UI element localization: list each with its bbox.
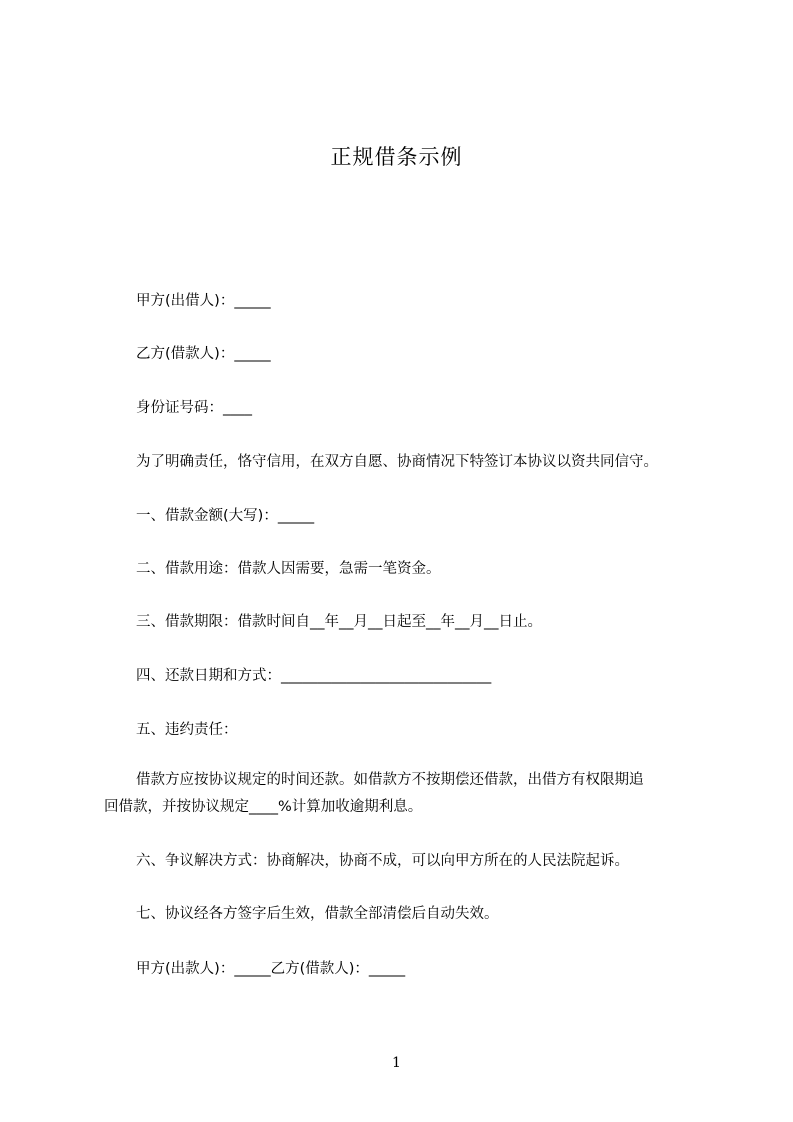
clause-term: 三、借款期限：借款时间自__年__月__日起至__年__月__日止。 bbox=[136, 614, 542, 630]
page-number: 1 bbox=[392, 1055, 401, 1071]
page-title: 正规借条示例 bbox=[330, 145, 463, 169]
signature-line: 甲方(出款人)：_____乙方(借款人)：_____ bbox=[136, 961, 406, 977]
preamble: 为了明确责任，恪守信用，在双方自愿、协商情况下特签订本协议以资共同信守。 bbox=[136, 454, 658, 470]
party-a-line: 甲方(出借人)：_____ bbox=[136, 293, 271, 309]
clause-amount: 一、借款金额(大写)：_____ bbox=[136, 508, 315, 524]
party-b-line: 乙方(借款人)：_____ bbox=[136, 346, 271, 362]
clause-repayment: 四、还款日期和方式：_____________________________ bbox=[136, 668, 492, 684]
id-number-line: 身份证号码：____ bbox=[136, 400, 252, 416]
clause-purpose: 二、借款用途：借款人因需要，急需一笔资金。 bbox=[136, 561, 441, 577]
clause-liability-heading: 五、违约责任： bbox=[136, 722, 238, 738]
clause-liability-body bbox=[104, 767, 704, 821]
clause-validity: 七、协议经各方签字后生效，借款全部清偿后自动失效。 bbox=[136, 906, 499, 922]
clause-dispute: 六、争议解决方式：协商解决，协商不成，可以向甲方所在的人民法院起诉。 bbox=[136, 853, 629, 869]
clause-liability-body-line-1: 借款方应按协议规定的时间还款。如借款方不按期偿还借款，出借方有权限期追 bbox=[136, 772, 644, 788]
clause-liability-body-line-2: 回借款，并按协议规定____%计算加收逾期利息。 bbox=[104, 799, 423, 815]
